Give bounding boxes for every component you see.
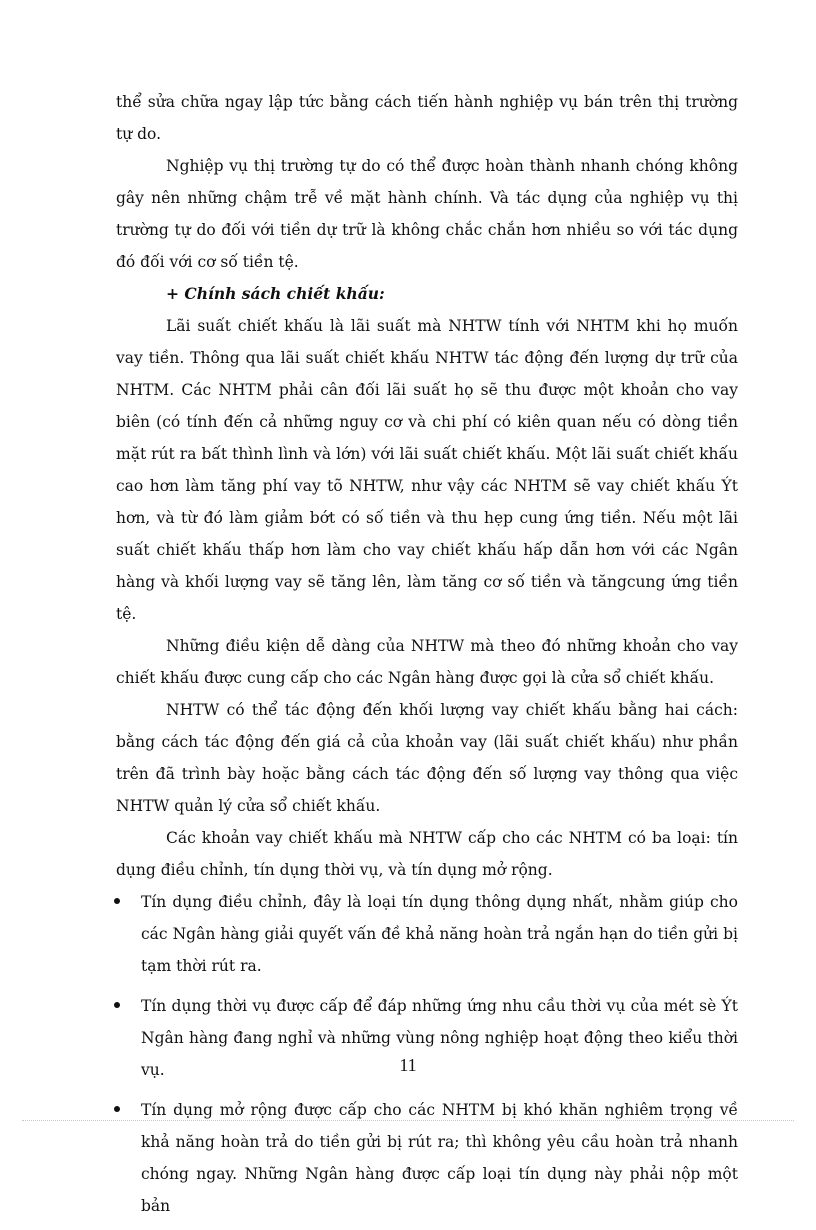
paragraph: Nghiệp vụ thị trường tự do có thể được hoàn thành nhanh chóng không gây nên những chậm trễ về mặt hành chính. Và tác dụng của nghiệp vụ thị trường tự do đối với tiền dự trữ là không chắc chắn hơn nhiều so với tác dụng đó đối với cơ số tiền tệ. [116, 157, 738, 271]
paragraph: Những điều kiện dễ dàng của NHTW mà theo đó những khoản cho vay chiết khấu được cung cấp cho các Ngân hàng được gọi là cửa sổ chiết khấu. [116, 637, 738, 687]
list-item [116, 886, 738, 982]
page-number: 11 [399, 1055, 417, 1075]
paragraph: Lãi suất chiết khấu là lãi suất mà NHTW tính với NHTM khi họ muốn vay tiền. Thông qua lãi suất chiết khấu NHTW tác động đến lượng dự trữ của NHTM. Các NHTM phải cân đối lãi suất họ sẽ thu được một khoản cho vay biên (có tính đến cả những nguy cơ và chi phí có kiên quan nếu có dòng tiền mặt rút ra bất thình lình và lớn) với lãi suất chiết khấu. Một lãi suất chiết khấu cao hơn làm tăng phí vay tõ NHTW, như vậy các NHTM sẽ vay chiết khấu Ýt hơn, và từ đó làm giảm bớt có số tiền và thu hẹp cung ứng tiền. Nếu một lãi suất chiết khấu thấp hơn làm cho vay chiết khấu hấp dẫn hơn với các Ngân hàng và khối lượng vay sẽ tăng lên, làm tăng cơ số tiền và tăngcung ứng tiền tệ. [116, 317, 738, 623]
bullet-icon [114, 898, 120, 904]
bullet-icon [114, 1106, 120, 1112]
list-item-text: Tín dụng điều chỉnh, đây là loại tín dụng thông dụng nhất, nhằm giúp cho các Ngân hàng giải quyết vấn đề khả năng hoàn trả ngắn hạn do tiền gửi bị tạm thời rút ra. [141, 893, 738, 975]
paragraph: Các khoản vay chiết khấu mà NHTW cấp cho các NHTM có ba loại: tín dụng điều chỉnh, tín dụng thời vụ, và tín dụng mở rộng. [116, 829, 738, 879]
list-item-text: Tín dụng mở rộng được cấp cho các NHTM bị khó khăn nghiêm trọng về khả năng hoàn trả do tiền gửi bị rút ra; thì không yêu cầu hoàn trả nhanh chóng ngay. Những Ngân hàng được cấp loại tín dụng này phải nộp một bản [141, 1101, 738, 1215]
bullet-list [116, 886, 738, 1222]
paragraph-continuation: thể sửa chữa ngay lập tức bằng cách tiến hành nghiệp vụ bán trên thị trường tự do. [116, 93, 738, 143]
page-divider [22, 1120, 794, 1121]
list-item-text: Tín dụng thời vụ được cấp để đáp những ứng nhu cầu thời vụ của mét sè Ýt Ngân hàng đang nghỉ và những vùng nông nghiệp hoạt động theo kiểu thời vụ. [141, 997, 738, 1079]
bullet-icon [114, 1002, 120, 1008]
paragraph: NHTW có thể tác động đến khối lượng vay chiết khấu bằng hai cách: bằng cách tác động đến giá cả của khoản vay (lãi suất chiết khấu) như phần trên đã trình bày hoặc bằng cách tác động đến số lượng vay thông qua việc NHTW quản lý cửa sổ chiết khấu. [116, 701, 738, 815]
list-item [116, 1094, 738, 1222]
section-heading: + Chính sách chiết khấu: [166, 284, 385, 303]
